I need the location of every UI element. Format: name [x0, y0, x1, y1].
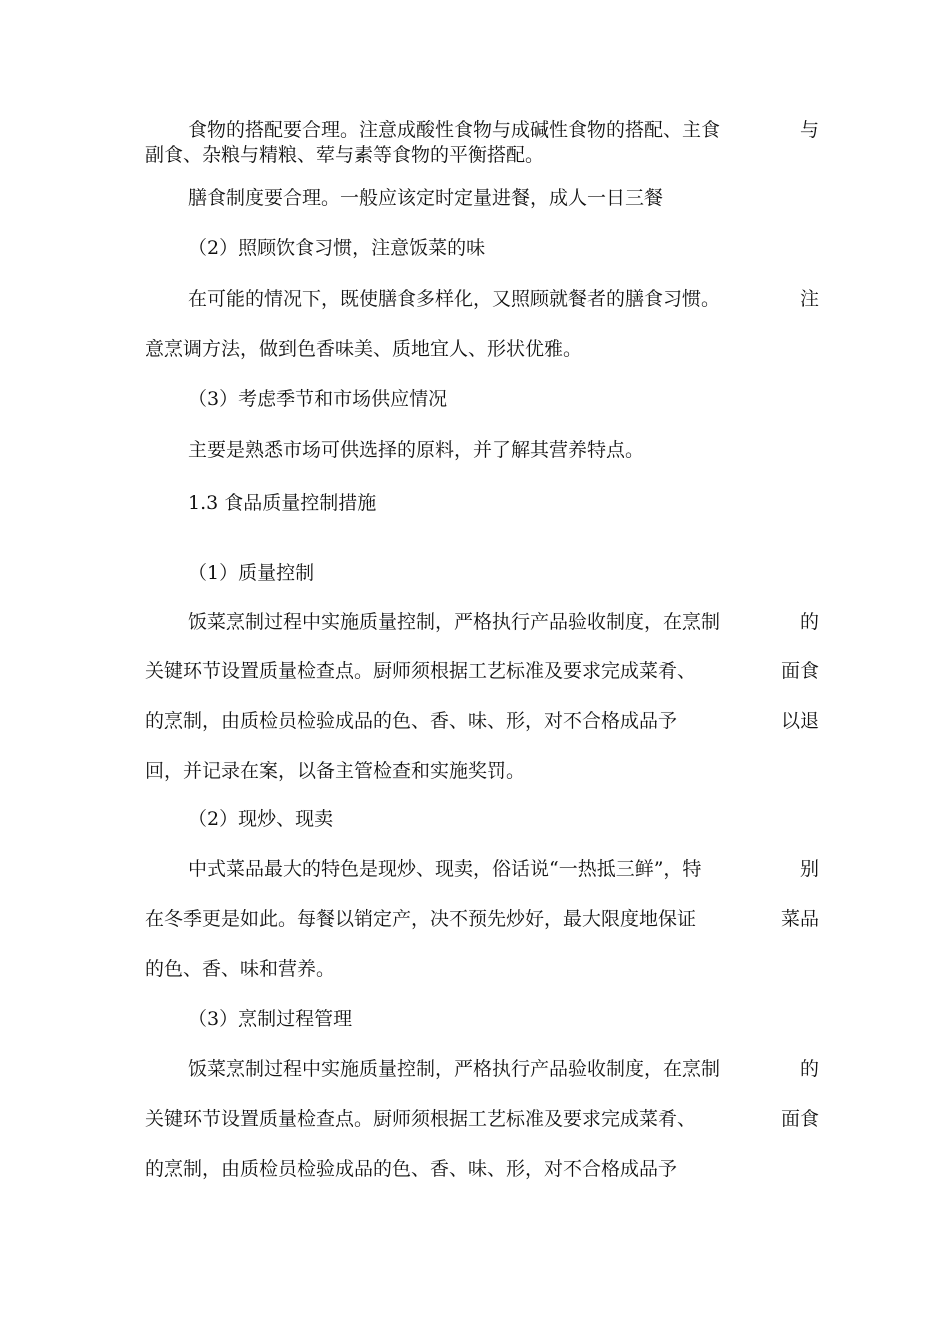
section-heading: 1.3 食品质量控制措施 [188, 492, 377, 514]
paragraph-line [188, 117, 819, 143]
text-segment: 别 [799, 858, 819, 880]
paragraph-line [145, 1106, 819, 1132]
paragraph-line [188, 1056, 819, 1082]
paragraph-line [145, 658, 819, 684]
paragraph-line: 副食、杂粮与精粮、荤与素等食物的平衡搭配。 [145, 144, 545, 166]
text-segment: 面食 [780, 660, 819, 682]
text-segment: 面食 [780, 1108, 819, 1130]
paragraph-line [145, 708, 819, 734]
paragraph-line: 主要是熟悉市场可供选择的原料，并了解其营养特点。 [188, 439, 645, 461]
text-segment: 与 [799, 119, 819, 141]
paragraph-line [145, 906, 819, 932]
subheading: （3）烹制过程管理 [188, 1008, 353, 1030]
text-segment: 菜品 [780, 908, 819, 930]
text-segment: 饭菜烹制过程中实施质量控制，严格执行产品验收制度，在烹制 [188, 611, 721, 633]
paragraph-line: 意烹调方法，做到色香味美、质地宜人、形状优雅。 [145, 338, 583, 360]
text-segment: 中式菜品最大的特色是现炒、现卖，俗话说“一热抵三鲜”，特 [188, 858, 702, 880]
paragraph-line: 的烹制，由质检员检验成品的色、香、味、形，对不合格成品予 [145, 1158, 678, 1180]
subheading: （1）质量控制 [188, 562, 315, 584]
text-segment: 的 [799, 611, 819, 633]
paragraph-line: 的色、香、味和营养。 [145, 958, 336, 980]
text-segment: 的烹制，由质检员检验成品的色、香、味、形，对不合格成品予 [145, 710, 678, 732]
text-segment: 在冬季更是如此。每餐以销定产，决不预先炒好，最大限度地保证 [145, 908, 697, 930]
text-segment: 注 [799, 288, 819, 310]
text-segment: 在可能的情况下，既使膳食多样化，又照顾就餐者的膳食习惯。 [188, 288, 721, 310]
subheading: （2）照顾饮食习惯，注意饭菜的味 [188, 237, 486, 259]
paragraph-line: 回，并记录在案，以备主管检查和实施奖罚。 [145, 760, 526, 782]
text-segment: 以退 [780, 710, 819, 732]
paragraph-line: 膳食制度要合理。一般应该定时定量进餐，成人一日三餐 [188, 187, 664, 209]
text-segment: 饭菜烹制过程中实施质量控制，严格执行产品验收制度，在烹制 [188, 1058, 721, 1080]
text-segment: 关键环节设置质量检查点。厨师须根据工艺标准及要求完成菜肴、 [145, 660, 697, 682]
paragraph-line [188, 856, 819, 882]
subheading: （3）考虑季节和市场供应情况 [188, 388, 448, 410]
text-segment: 食物的搭配要合理。注意成酸性食物与成碱性食物的搭配、主食 [188, 119, 721, 141]
paragraph-line [188, 609, 819, 635]
text-segment: 关键环节设置质量检查点。厨师须根据工艺标准及要求完成菜肴、 [145, 1108, 697, 1130]
text-segment: 的 [799, 1058, 819, 1080]
paragraph-line [188, 286, 819, 312]
subheading: （2）现炒、现卖 [188, 808, 334, 830]
